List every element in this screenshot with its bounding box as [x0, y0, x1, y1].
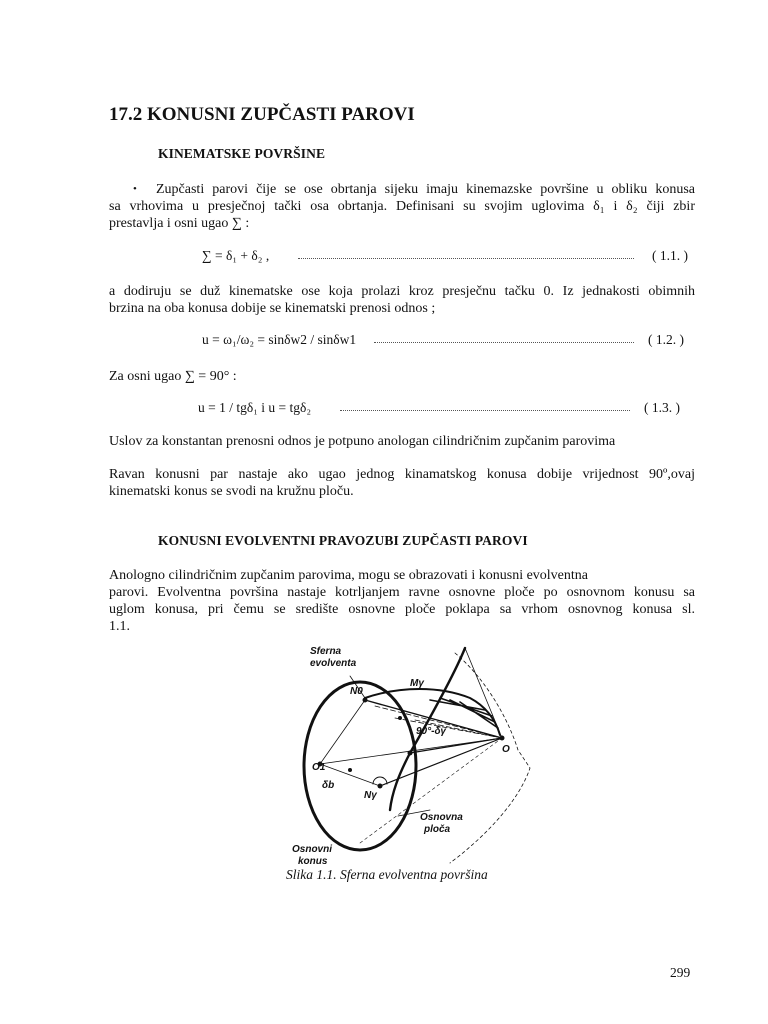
paragraph-line: sa vrhovima u presječnoj tački osa obrtanja. Definisani su svojim uglovima δ₁ i δ₂ čiji zbir — [109, 199, 695, 214]
label-o1: O1 — [312, 762, 326, 773]
right-angle-mark — [373, 777, 387, 784]
label-ploca: ploča — [424, 824, 451, 835]
base-plate-outline — [450, 653, 530, 863]
equation-leader-dots — [298, 258, 634, 259]
bullet-marker: • — [133, 183, 137, 195]
equation-leader-dots — [340, 410, 630, 411]
equation-1-1 — [202, 248, 688, 265]
equation-1-2 — [202, 332, 684, 349]
paragraph-line: 1.1. — [109, 619, 130, 634]
label-osnovna: Osnovna — [420, 812, 463, 823]
paragraph-line: Za osni ugao ∑ = 90° : — [109, 369, 237, 384]
equation-number: ( 1.1. ) — [652, 248, 688, 263]
label-nt: Nγ — [364, 790, 377, 801]
equation-number: ( 1.2. ) — [648, 332, 684, 347]
label-angle: 90°-δγ — [416, 726, 446, 737]
paragraph-line: Anologno cilindričnim zupčanim parovima, mogu se obrazovati i konusni evolventna — [109, 568, 589, 583]
figure-spherical-involute — [280, 638, 540, 870]
section-title: 17.2 KONUSNI ZUPČASTI PAROVI — [109, 104, 415, 125]
label-sferna: Sferna — [310, 646, 342, 657]
equation-text: u = ω₁/ω₂ = sinδw2 / sinδw1 — [202, 332, 357, 347]
label-evolventa: evolventa — [310, 658, 357, 669]
paragraph-line: Zupčasti parovi čije se ose obrtanja sijeku imaju kinemazske površine u obliku konusa — [156, 182, 695, 197]
label-mt: Mγ — [410, 678, 424, 689]
label-delta-b: δb — [322, 780, 335, 791]
label-osnovni: Osnovni — [292, 844, 333, 855]
paragraph-line: brzina na oba konusa dobije se kinematski prenosi odnos ; — [109, 301, 436, 316]
equation-number: ( 1.3. ) — [644, 400, 680, 415]
paragraph-line: uglom konusa, pri čemu se središte osnovne ploče poklapa sa vrhom osnovnog konusa sl. — [109, 602, 695, 617]
subsection-title-kinematic-surfaces: KINEMATSKE POVRŠINE — [158, 146, 326, 161]
equation-text: u = 1 / tgδ₁ i u = tgδ₂ — [198, 400, 312, 415]
paragraph-line: Ravan konusni par nastaje ako ugao jednog kinamatskog konusa dobije vrijednost 90º,ovaj — [109, 467, 695, 482]
equation-1-3 — [198, 400, 680, 417]
paragraph-line: a dodiruju se duž kinematske ose koja prolazi kroz presječnu tačku 0. Iz jednakosti obimnih — [109, 284, 695, 299]
label-konus: konus — [298, 856, 328, 867]
edge-mt-o — [465, 648, 502, 738]
paragraph-line: kinematski konus se svodi na kružnu ploču. — [109, 484, 354, 499]
subsection-title-involute-bevel-gears: KONUSNI EVOLVENTNI PRAVOZUBI ZUPČASTI PAROVI — [158, 533, 528, 548]
paragraph-line: parovi. Evolventna površina nastaje kotrljanjem ravne osnovne ploče po osnovnom konusu sa — [109, 585, 695, 600]
equation-leader-dots — [374, 342, 634, 343]
figure-caption: Slika 1.1. Sferna evolventna površina — [286, 867, 488, 882]
paragraph-line: Uslov za konstantan prenosni odnos je potpuno anologan cilindričnim zupčanim parovima — [109, 434, 616, 449]
label-o: O — [502, 744, 510, 755]
page-number: 299 — [670, 965, 691, 980]
radius-o1-n0 — [320, 700, 365, 764]
paragraph-line: prestavlja i osni ugao ∑ : — [109, 216, 250, 231]
label-n0: N0 — [350, 686, 363, 697]
equation-text: ∑ = δ₁ + δ₂ , — [202, 248, 270, 263]
ray-nt-o — [380, 738, 502, 786]
